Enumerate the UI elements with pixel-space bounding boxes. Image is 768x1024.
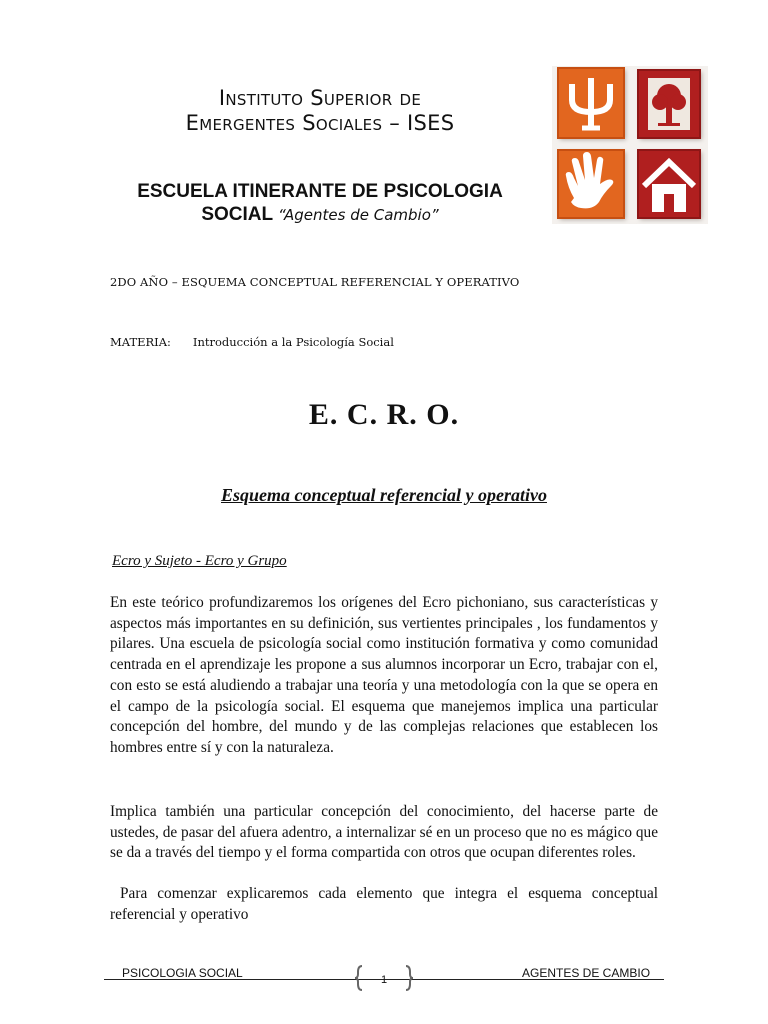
hand-icon	[558, 150, 626, 220]
document-subtitle-text: Esquema conceptual referencial y operativo	[221, 485, 547, 505]
subject-label: MATERIA:	[110, 335, 171, 349]
paragraph-1: En este teórico profundizaremos los orígenes del Ecro pichoniano, sus características y aspectos más importantes en su definición, sus vertientes principales , los fundamentos y pilares. Una escuela de psicología social como institución formativa y como comunidad centrada en el aprendizaje les propone a sus alumnos incorporar un Ecro, trabajar con el, con esto se está aludiendo a trabajar una teoría y una metodología con la que se opera en el campo de la psicología social. El esquema que manejemos implica una particular concepción del hombre, del mundo y de las complejas relaciones que establecen los hombres entre sí y con la naturaleza.	[110, 594, 658, 756]
psi-icon	[558, 68, 626, 140]
course-line: 2DO AÑO – ESQUEMA CONCEPTUAL REFERENCIAL Y OPERATIVO	[110, 275, 520, 289]
school-line-2-wrap	[110, 203, 530, 227]
document-subtitle	[0, 485, 768, 506]
subject-line	[110, 335, 394, 349]
paragraph-2: Implica también una particular concepción del conocimiento, del hacerse parte de ustedes, de pasar del afuera adentro, a internalizar sé en un proceso que no es mágico que se da a través del tiempo y el forma compartida con otros que ocupan diferentes roles.	[110, 803, 658, 862]
school-tagline: “Agentes de Cambio”	[278, 206, 439, 224]
school-line-2: SOCIAL	[201, 204, 273, 225]
subject-value: Introducción a la Psicología Social	[192, 335, 394, 349]
institute-line-1: Instituto Superior de	[218, 86, 422, 110]
ises-logo	[552, 66, 708, 224]
institute-line-2: Emergentes Sociales – ISES	[185, 111, 455, 135]
page-number-box	[354, 960, 414, 996]
paragraph-3	[110, 884, 658, 925]
school-line-1: ESCUELA ITINERANTE DE PSICOLOGIA	[137, 181, 503, 202]
tree-icon	[638, 70, 702, 140]
paragraph-3-text: Para comenzar explicaremos cada elemento que integra el esquema conceptual referencial y operativo	[110, 885, 658, 923]
section-heading: Ecro y Sujeto - Ecro y Grupo	[112, 553, 287, 569]
institute-name	[110, 86, 530, 136]
school-name	[110, 180, 530, 227]
page-number: 1	[380, 974, 388, 986]
footer-left-text: PSICOLOGIA SOCIAL	[122, 966, 243, 980]
document-title: E. C. R. O.	[308, 398, 460, 431]
house-icon	[638, 150, 702, 220]
footer-right-text: AGENTES DE CAMBIO	[522, 966, 651, 980]
